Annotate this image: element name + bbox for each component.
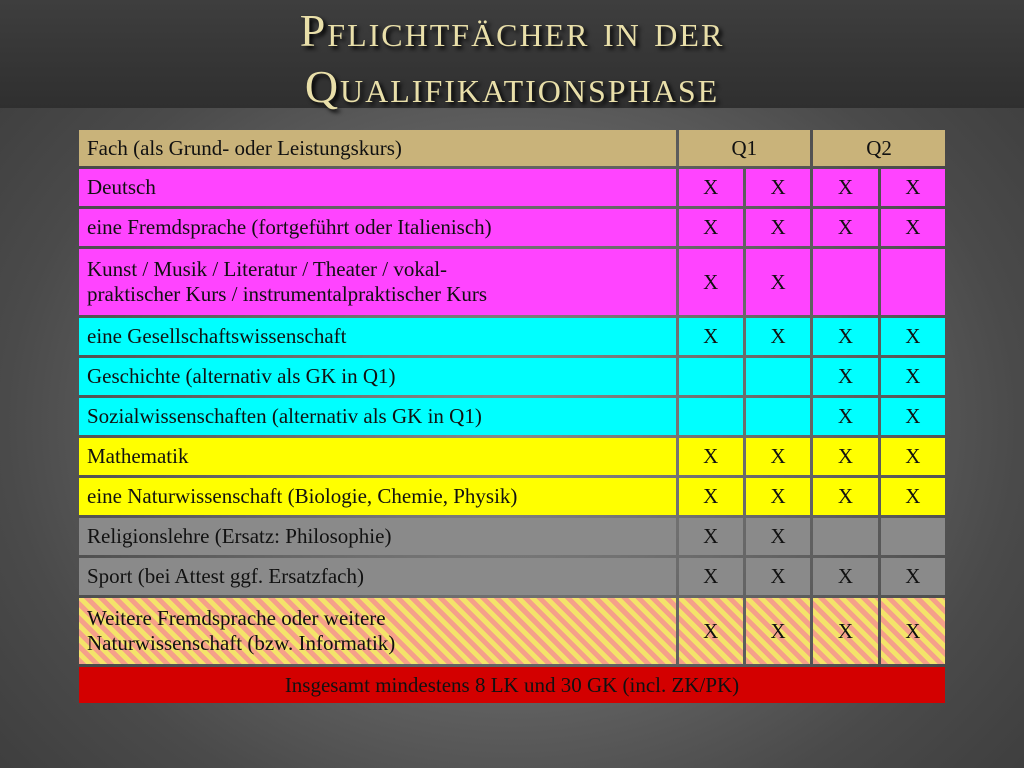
mark-cell: X	[746, 249, 810, 315]
mark-cell: X	[746, 438, 810, 475]
mark-cell: X	[746, 598, 810, 664]
mark-cell	[881, 518, 945, 555]
footer-note: Insgesamt mindestens 8 LK und 30 GK (incl. ZK/PK)	[79, 667, 945, 703]
mark-cell: X	[881, 169, 945, 206]
mark-cell: X	[813, 478, 877, 515]
title-line-1: Pflichtfächer in der	[299, 5, 725, 56]
mark-cell: X	[881, 318, 945, 355]
subject-line-1: Kunst / Musik / Literatur / Theater / vokal-	[87, 257, 448, 281]
subject-cell: Deutsch	[79, 169, 676, 206]
mark-cell: X	[679, 478, 743, 515]
mark-cell: X	[679, 558, 743, 595]
subject-cell: Religionslehre (Ersatz: Philosophie)	[79, 518, 676, 555]
table-header-row	[79, 130, 945, 166]
header-q1: Q1	[679, 130, 811, 166]
mark-cell: X	[746, 209, 810, 246]
mark-cell: X	[679, 518, 743, 555]
mark-cell: X	[813, 598, 877, 664]
mark-cell: X	[679, 598, 743, 664]
subject-cell	[79, 249, 676, 315]
mark-cell: X	[881, 358, 945, 395]
table-row	[79, 209, 945, 246]
subject-line-2: praktischer Kurs / instrumentalpraktischer Kurs	[87, 282, 488, 306]
subjects-table	[76, 127, 948, 706]
mark-cell: X	[881, 558, 945, 595]
header-fach: Fach (als Grund- oder Leistungskurs)	[79, 130, 676, 166]
mark-cell: X	[679, 169, 743, 206]
mark-cell: X	[813, 398, 877, 435]
mark-cell	[813, 249, 877, 315]
table-row	[79, 318, 945, 355]
subject-cell: Geschichte (alternativ als GK in Q1)	[79, 358, 676, 395]
mark-cell: X	[679, 249, 743, 315]
mark-cell	[679, 358, 743, 395]
table-row	[79, 398, 945, 435]
mark-cell: X	[813, 558, 877, 595]
subject-line-2: Naturwissenschaft (bzw. Informatik)	[87, 631, 396, 655]
mark-cell: X	[813, 169, 877, 206]
mark-cell	[679, 398, 743, 435]
subject-cell: Mathematik	[79, 438, 676, 475]
subject-cell: Sozialwissenschaften (alternativ als GK in Q1)	[79, 398, 676, 435]
mark-cell	[881, 249, 945, 315]
table-row	[79, 169, 945, 206]
mark-cell: X	[813, 209, 877, 246]
mark-cell: X	[746, 558, 810, 595]
mark-cell: X	[881, 478, 945, 515]
mark-cell: X	[813, 318, 877, 355]
title-line-2: Qualifikationsphase	[304, 61, 720, 112]
mark-cell: X	[881, 209, 945, 246]
subject-cell: eine Fremdsprache (fortgeführt oder Italienisch)	[79, 209, 676, 246]
table-row	[79, 438, 945, 475]
mark-cell: X	[679, 438, 743, 475]
subject-cell: Sport (bei Attest ggf. Ersatzfach)	[79, 558, 676, 595]
mark-cell: X	[881, 398, 945, 435]
mark-cell: X	[679, 209, 743, 246]
subject-cell	[79, 598, 676, 664]
mark-cell	[746, 398, 810, 435]
mark-cell: X	[746, 169, 810, 206]
header-q2: Q2	[813, 130, 945, 166]
subject-line-1: Weitere Fremdsprache oder weitere	[87, 606, 386, 630]
mark-cell: X	[881, 438, 945, 475]
table-row	[79, 358, 945, 395]
table-row	[79, 518, 945, 555]
table-row	[79, 249, 945, 315]
table-row	[79, 598, 945, 664]
table-footer-row	[79, 667, 945, 703]
table-row	[79, 558, 945, 595]
subject-cell: eine Naturwissenschaft (Biologie, Chemie, Physik)	[79, 478, 676, 515]
table-row	[79, 478, 945, 515]
subject-cell: eine Gesellschaftswissenschaft	[79, 318, 676, 355]
mark-cell	[813, 518, 877, 555]
mark-cell: X	[813, 358, 877, 395]
mark-cell	[746, 358, 810, 395]
mark-cell: X	[746, 518, 810, 555]
mark-cell: X	[746, 478, 810, 515]
mark-cell: X	[679, 318, 743, 355]
mark-cell: X	[813, 438, 877, 475]
mark-cell: X	[746, 318, 810, 355]
mark-cell: X	[881, 598, 945, 664]
